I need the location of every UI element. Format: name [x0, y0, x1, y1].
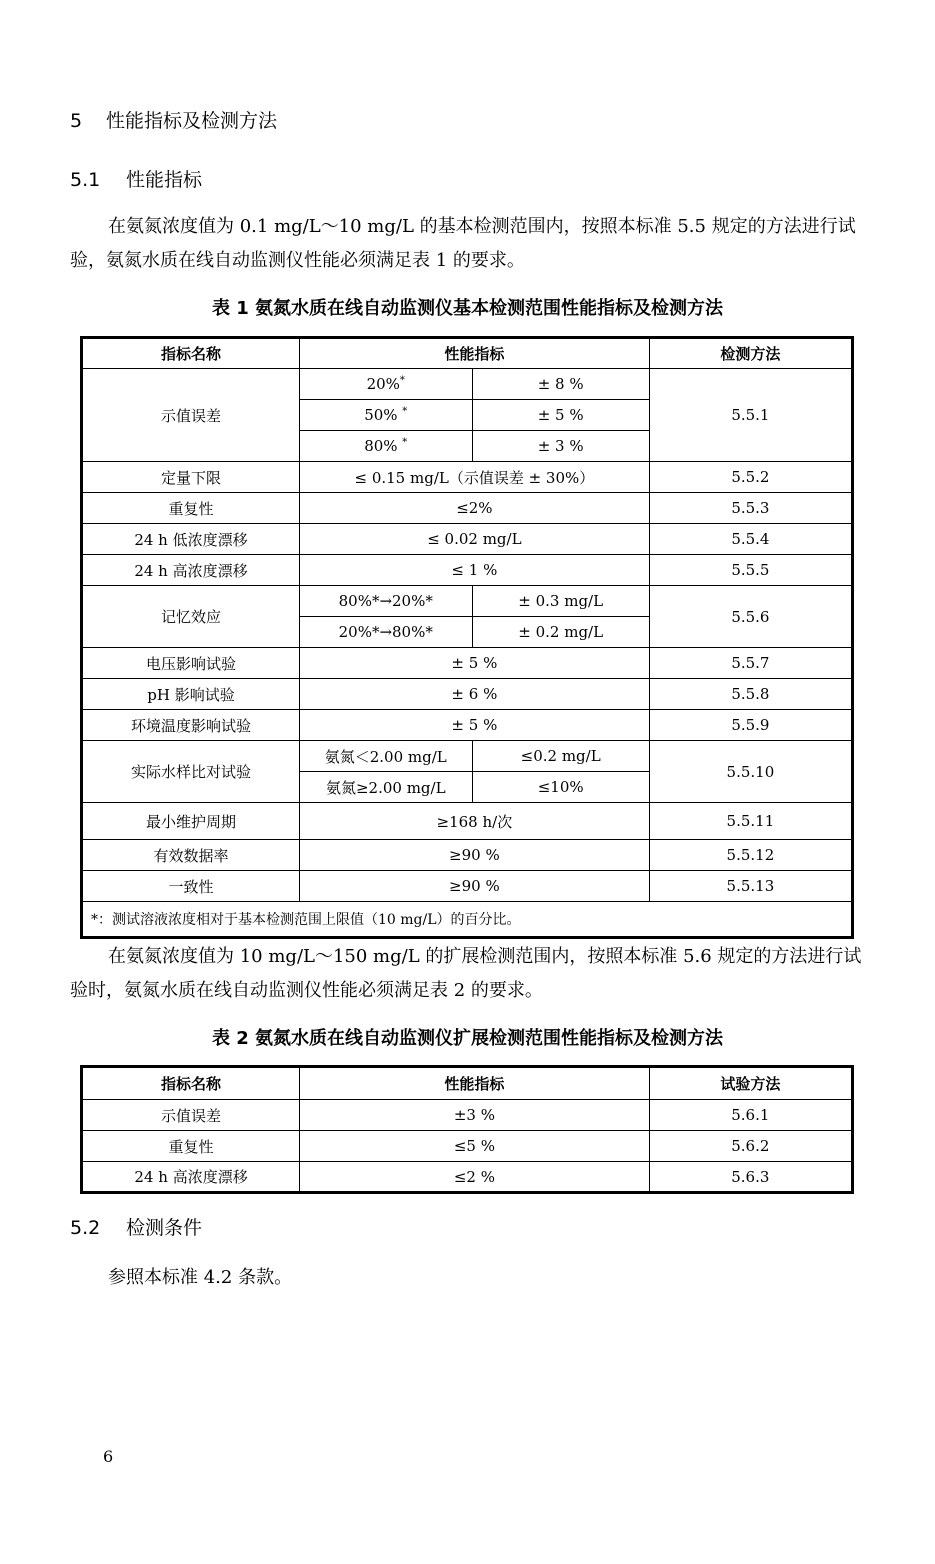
cell-value: ≤ 0.02 mg/L — [299, 524, 649, 555]
row-method: 5.5.9 — [649, 710, 852, 741]
section-number: 5.2 — [70, 1217, 101, 1239]
section-number: 5.1 — [70, 169, 101, 191]
paragraph-1-text: 在氨氮浓度值为 0.1 mg/L～10 mg/L 的基本检测范围内，按照本标准 5.5 规定的方法进行试验，氨氮水质在线自动监测仪性能必须满足表 1 的要求。 — [70, 216, 856, 271]
section-5-2-heading — [70, 1213, 202, 1240]
row-name: 电压影响试验 — [82, 648, 300, 679]
header-method: 检测方法 — [649, 338, 852, 369]
row-name: 定量下限 — [82, 462, 300, 493]
cell-condition: 氨氮≥2.00 mg/L — [299, 772, 472, 803]
row-name: 24 h 高浓度漂移 — [82, 555, 300, 586]
cell-value: ≤2% — [299, 493, 649, 524]
row-method: 5.5.8 — [649, 679, 852, 710]
cell-condition: 氨氮＜2.00 mg/L — [299, 741, 472, 772]
row-name: 环境温度影响试验 — [82, 710, 300, 741]
cell-value: ± 8 % — [472, 369, 649, 400]
table-row — [82, 1131, 853, 1162]
cell-value: ± 5 % — [299, 710, 649, 741]
row-method: 5.6.2 — [649, 1131, 852, 1162]
row-method: 5.5.7 — [649, 648, 852, 679]
cell-value: ≤10% — [472, 772, 649, 803]
cell-value: ≤5 % — [300, 1131, 650, 1162]
table-row — [82, 679, 853, 710]
row-name: 示值误差 — [82, 369, 300, 462]
cell-value: ± 5 % — [472, 400, 649, 431]
row-name: 一致性 — [82, 871, 300, 902]
paragraph-3-text: 参照本标准 4.2 条款。 — [108, 1267, 293, 1288]
table-row — [82, 648, 853, 679]
table-note-row — [82, 902, 853, 938]
table-2 — [80, 1065, 854, 1194]
row-method: 5.6.1 — [649, 1100, 852, 1131]
table-row — [82, 803, 853, 840]
row-method: 5.5.3 — [649, 493, 852, 524]
header-performance: 性能指标 — [299, 338, 649, 369]
header-method: 试验方法 — [649, 1067, 852, 1100]
cell-value: ± 0.2 mg/L — [472, 617, 649, 648]
section-title: 检测条件 — [126, 1217, 203, 1239]
table-row — [82, 369, 853, 400]
paragraph-2-text: 在氨氮浓度值为 10 mg/L～150 mg/L 的扩展检测范围内，按照本标准 5.6 规定的方法进行试验时，氨氮水质在线自动监测仪性能必须满足表 2 的要求。 — [70, 946, 862, 1001]
row-name: 实际水样比对试验 — [82, 741, 300, 803]
row-method: 5.5.5 — [649, 555, 852, 586]
cell-value: ≥168 h/次 — [299, 803, 649, 840]
table-row — [82, 524, 853, 555]
cell-value: ± 5 % — [299, 648, 649, 679]
cell-condition: 80%*→20%* — [299, 586, 472, 617]
row-method: 5.5.2 — [649, 462, 852, 493]
table-note: *：测试溶液浓度相对于基本检测范围上限值（10 mg/L）的百分比。 — [82, 902, 853, 938]
row-name: 有效数据率 — [82, 840, 300, 871]
paragraph-2 — [70, 940, 865, 1008]
cell-condition: 50% * — [299, 400, 472, 431]
row-method: 5.5.6 — [649, 586, 852, 648]
table-row — [82, 586, 853, 617]
row-method: 5.5.13 — [649, 871, 852, 902]
table-row — [82, 741, 853, 772]
paragraph-1 — [70, 210, 865, 278]
cell-value: ±3 % — [300, 1100, 650, 1131]
table-1-caption: 表 1 氨氮水质在线自动监测仪基本检测范围性能指标及检测方法 — [211, 298, 724, 319]
table-row — [82, 710, 853, 741]
row-name: 示值误差 — [82, 1100, 300, 1131]
table-row — [82, 840, 853, 871]
row-method: 5.6.3 — [649, 1162, 852, 1193]
row-name: 24 h 高浓度漂移 — [82, 1162, 300, 1193]
table-2-caption: 表 2 氨氮水质在线自动监测仪扩展检测范围性能指标及检测方法 — [211, 1028, 724, 1049]
row-method: 5.5.10 — [649, 741, 852, 803]
cell-value: ± 0.3 mg/L — [472, 586, 649, 617]
cell-value: ± 6 % — [299, 679, 649, 710]
section-number: 5 — [70, 110, 83, 132]
row-name: 24 h 低浓度漂移 — [82, 524, 300, 555]
section-5-1-heading — [70, 165, 202, 192]
header-performance: 性能指标 — [300, 1067, 650, 1100]
cell-value: ± 3 % — [472, 431, 649, 462]
section-5-heading — [70, 106, 277, 133]
table-1 — [80, 336, 854, 939]
cell-value: ≤ 1 % — [299, 555, 649, 586]
cell-value: ≥90 % — [299, 840, 649, 871]
row-name: 重复性 — [82, 493, 300, 524]
cell-value: ≤2 % — [300, 1162, 650, 1193]
cell-condition: 20%*→80%* — [299, 617, 472, 648]
row-method: 5.5.4 — [649, 524, 852, 555]
cell-value: ≥90 % — [299, 871, 649, 902]
row-name: 重复性 — [82, 1131, 300, 1162]
table-row — [82, 462, 853, 493]
row-method: 5.5.1 — [649, 369, 852, 462]
page-number: 6 — [103, 1447, 114, 1466]
header-name: 指标名称 — [82, 338, 300, 369]
cell-value: ≤0.2 mg/L — [472, 741, 649, 772]
row-name: 记忆效应 — [82, 586, 300, 648]
table-row — [82, 1100, 853, 1131]
table-row — [82, 493, 853, 524]
row-method: 5.5.11 — [649, 803, 852, 840]
row-name: 最小维护周期 — [82, 803, 300, 840]
table-row — [82, 555, 853, 586]
row-name: pH 影响试验 — [82, 679, 300, 710]
cell-condition: 80% * — [299, 431, 472, 462]
header-name: 指标名称 — [82, 1067, 300, 1100]
section-title: 性能指标 — [126, 169, 203, 191]
paragraph-3 — [70, 1261, 865, 1295]
table-row — [82, 1162, 853, 1193]
table-row — [82, 1067, 853, 1100]
table-row — [82, 338, 853, 369]
section-title: 性能指标及检测方法 — [106, 110, 278, 132]
row-method: 5.5.12 — [649, 840, 852, 871]
cell-condition: 20%* — [299, 369, 472, 400]
table-row — [82, 871, 853, 902]
cell-value: ≤ 0.15 mg/L（示值误差 ± 30%） — [299, 462, 649, 493]
